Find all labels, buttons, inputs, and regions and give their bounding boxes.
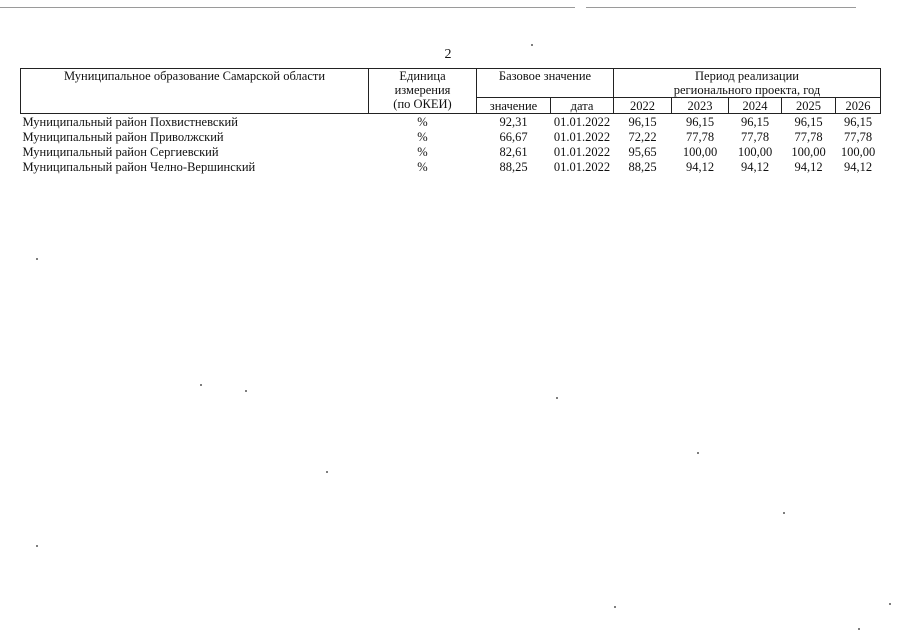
region-name: Муниципальный район Челно-Вершинский <box>22 159 256 174</box>
year-value-cell: 77,78 <box>843 129 873 144</box>
scan-speck <box>245 390 247 392</box>
unit-column-header <box>369 69 477 114</box>
year-header: 2024 <box>729 98 782 114</box>
year-value-cell: 77,78 <box>794 129 823 144</box>
year-header: 2026 <box>836 98 881 114</box>
year-header: 2025 <box>782 98 836 114</box>
base-date-header: дата <box>551 98 614 114</box>
scan-speck <box>889 603 891 605</box>
base-date-cell: 01.01.2022 <box>553 144 611 159</box>
base-value-cell: 82,61 <box>499 144 528 159</box>
year-value-cell: 72,22 <box>628 129 657 144</box>
scan-speck <box>531 44 533 46</box>
year-value-cell: 96,15 <box>794 114 823 129</box>
year-value-cell: 100,00 <box>840 144 876 159</box>
year-value-cell: 96,15 <box>740 114 770 129</box>
scan-speck <box>858 628 860 630</box>
region-name: Муниципальный район Приволжский <box>22 129 224 144</box>
region-name: Муниципальный район Похвистневский <box>22 114 238 129</box>
year-value-cell: 94,12 <box>843 159 873 174</box>
period-column-header <box>614 69 881 98</box>
scan-speck <box>697 452 699 454</box>
scan-speck <box>783 512 785 514</box>
table-row <box>21 144 881 159</box>
year-value-cell: 94,12 <box>794 159 823 174</box>
year-value-cell: 77,78 <box>740 129 770 144</box>
scan-speck <box>36 545 38 547</box>
base-value-cell: 66,67 <box>499 129 528 144</box>
unit-header-line2: измерения <box>394 83 451 97</box>
table-row <box>21 159 881 174</box>
base-date-cell: 01.01.2022 <box>553 129 611 144</box>
year-value-cell: 88,25 <box>628 159 657 174</box>
scan-speck <box>326 471 328 473</box>
year-value-cell: 94,12 <box>685 159 715 174</box>
unit-cell: % <box>417 159 428 174</box>
scan-speck <box>556 397 558 399</box>
year-value-cell: 95,65 <box>628 144 657 159</box>
scan-speck <box>614 606 616 608</box>
table-row <box>21 129 881 144</box>
year-value-cell: 100,00 <box>791 144 826 159</box>
base-date-cell: 01.01.2022 <box>553 159 611 174</box>
region-name: Муниципальный район Сергиевский <box>22 144 219 159</box>
base-column-header: Базовое значение <box>477 69 614 98</box>
year-value-cell: 100,00 <box>737 144 773 159</box>
unit-cell: % <box>417 144 428 159</box>
scan-speck <box>200 384 202 386</box>
year-header: 2023 <box>672 98 729 114</box>
year-value-cell: 96,15 <box>843 114 873 129</box>
year-value-cell: 94,12 <box>740 159 770 174</box>
base-value-header: значение <box>477 98 551 114</box>
indicator-table <box>20 68 881 174</box>
year-value-cell: 100,00 <box>682 144 718 159</box>
period-header-line1: Период реализации <box>695 69 799 83</box>
year-value-cell: 96,15 <box>685 114 715 129</box>
unit-cell: % <box>417 129 428 144</box>
year-value-cell: 96,15 <box>628 114 657 129</box>
unit-header-line1: Единица <box>399 69 446 83</box>
base-date-cell: 01.01.2022 <box>553 114 611 129</box>
base-value-cell: 92,31 <box>499 114 528 129</box>
unit-cell: % <box>417 114 428 129</box>
period-header-line2: регионального проекта, год <box>673 83 821 97</box>
region-column-header: Муниципальное образование Самарской области <box>21 69 369 114</box>
base-value-cell: 88,25 <box>499 159 528 174</box>
table-row <box>21 114 881 130</box>
unit-header-line3: (по ОКЕИ) <box>393 97 452 111</box>
year-header: 2022 <box>614 98 672 114</box>
scan-speck <box>36 258 38 260</box>
year-value-cell: 77,78 <box>685 129 715 144</box>
top-rule-left <box>0 7 575 8</box>
page-number: 2 <box>444 47 452 62</box>
top-rule-right <box>586 7 856 8</box>
